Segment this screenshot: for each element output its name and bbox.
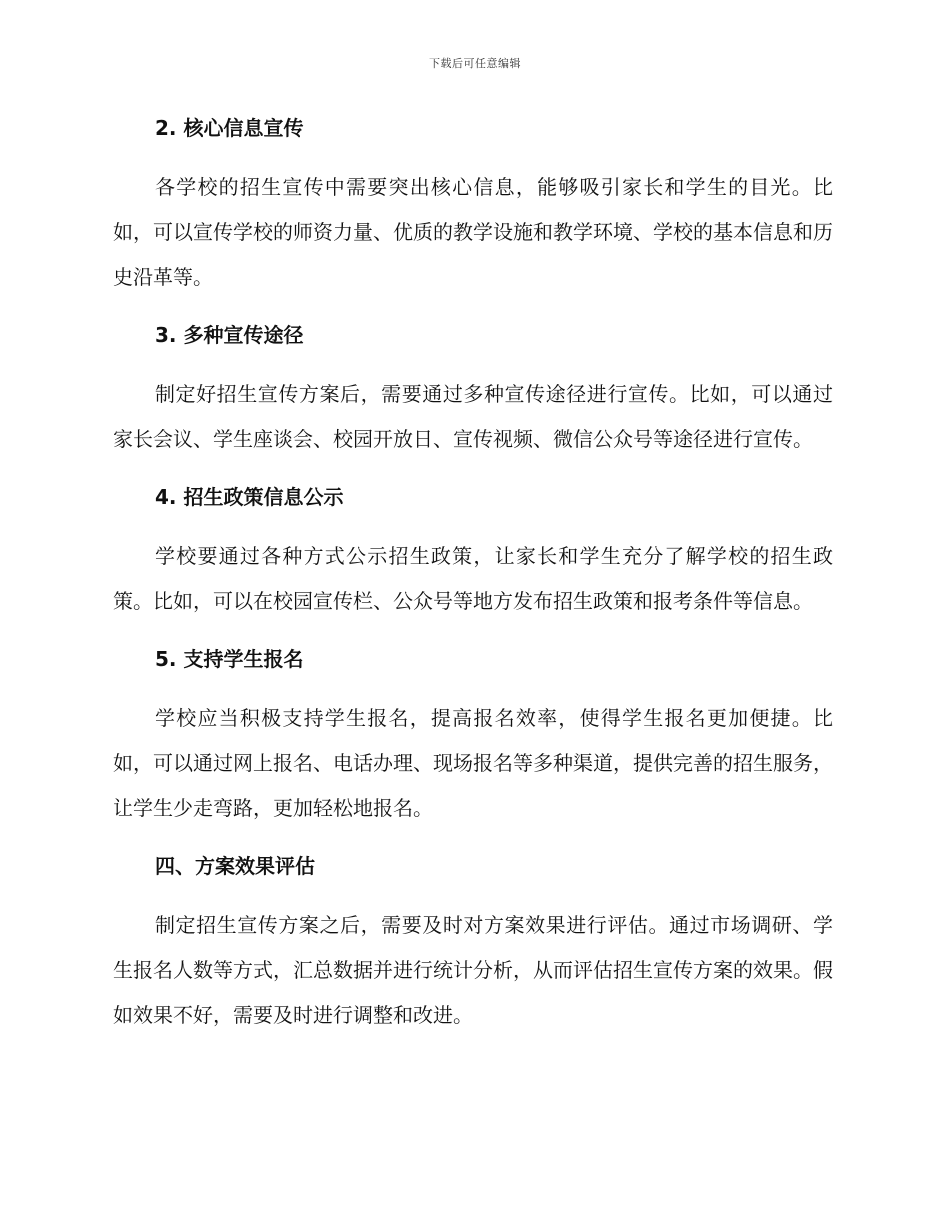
section-heading: 5. 支持学生报名 <box>155 647 304 671</box>
section-paragraph: 各学校的招生宣传中需要突出核心信息，能够吸引家长和学生的目光。比如，可以宣传学校的师资力量、优质的教学设施和教学环境、学校的基本信息和历史沿革等。 <box>113 175 833 289</box>
section-policy <box>113 481 833 643</box>
section-paragraph: 制定招生宣传方案之后，需要及时对方案效果进行评估。通过市场调研、学生报名人数等方式，汇总数据并进行统计分析，从而评估招生宣传方案的效果。假如效果不好，需要及时进行调整和改进。 <box>113 913 833 1027</box>
section-heading: 2. 核心信息宣传 <box>155 116 304 140</box>
document-body <box>113 112 833 1038</box>
section-evaluation <box>113 850 833 1038</box>
section-heading: 4. 招生政策信息公示 <box>155 485 344 509</box>
section-paragraph: 制定好招生宣传方案后，需要通过多种宣传途径进行宣传。比如，可以通过家长会议、学生座谈会、校园开放日、宣传视频、微信公众号等途径进行宣传。 <box>113 382 833 451</box>
section-channels <box>113 319 833 481</box>
section-registration <box>113 643 833 850</box>
section-heading: 3. 多种宣传途径 <box>155 323 304 347</box>
section-paragraph: 学校应当积极支持学生报名，提高报名效率，使得学生报名更加便捷。比如，可以通过网上报名、电话办理、现场报名等多种渠道，提供完善的招生服务，让学生少走弯路，更加轻松地报名。 <box>113 706 833 820</box>
section-paragraph: 学校要通过各种方式公示招生政策，让家长和学生充分了解学校的招生政策。比如，可以在校园宣传栏、公众号等地方发布招生政策和报考条件等信息。 <box>113 544 833 613</box>
section-heading: 四、方案效果评估 <box>155 854 315 878</box>
header-note: 下载后可任意编辑 <box>429 57 521 70</box>
section-core-info <box>113 112 833 319</box>
